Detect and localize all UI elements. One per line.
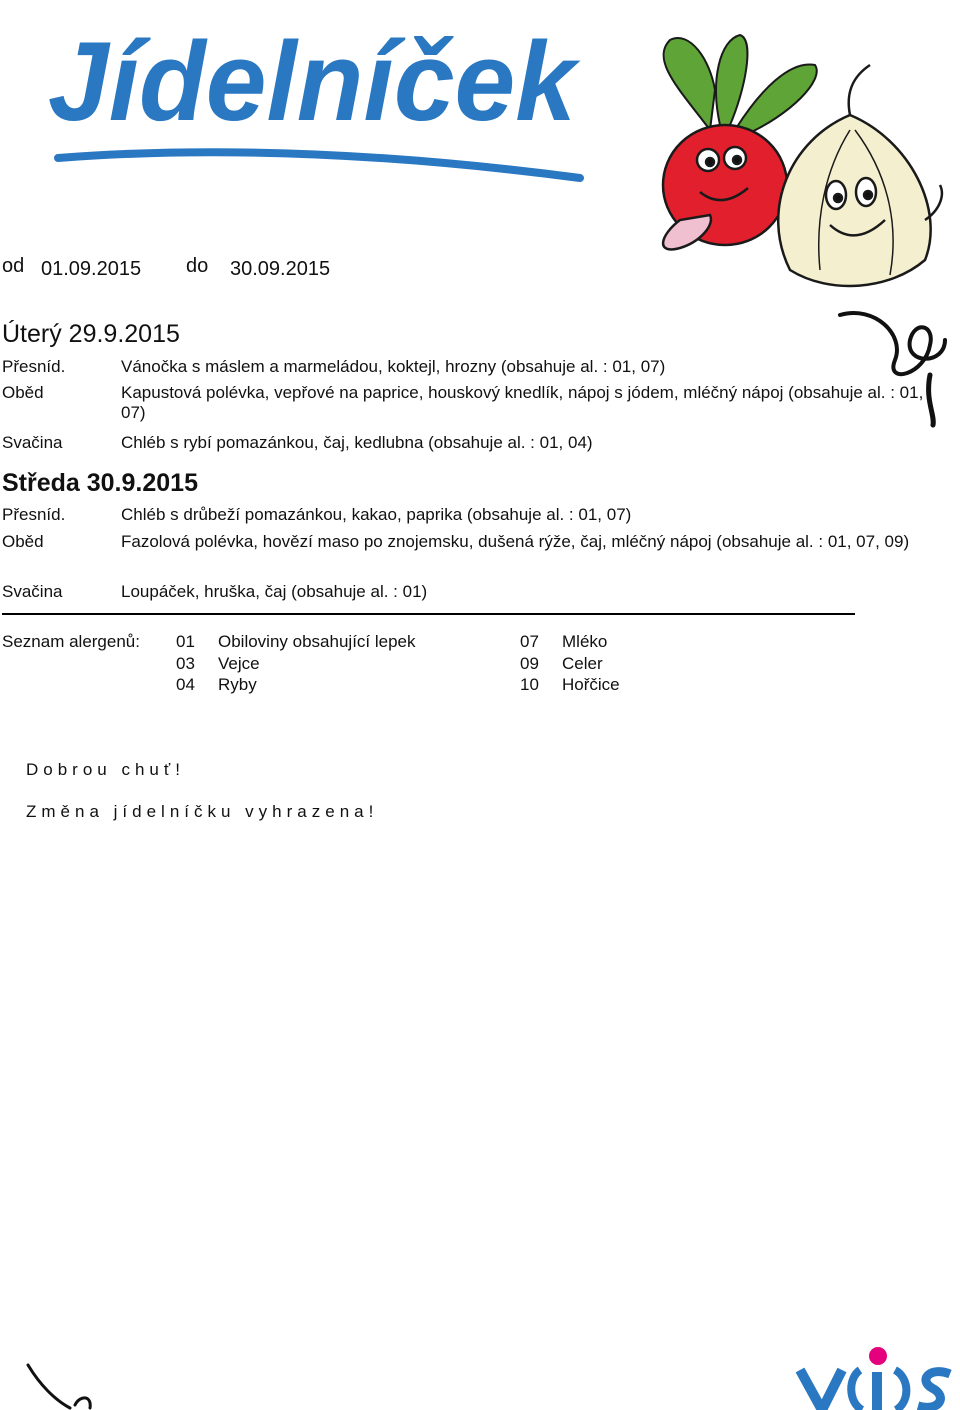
meal-text: Loupáček, hruška, čaj (obsahuje al. : 01) [121, 582, 428, 601]
meal-text: Fazolová polévka, hovězí maso po znojemsku, dušená rýže, čaj, mléčný nápoj (obsahuje al. : 01, 07, 09) [121, 532, 910, 551]
allergen-code: 01 [176, 632, 195, 651]
allergen-name: Obiloviny obsahující lepek [218, 632, 416, 651]
meal-text: Chléb s drůbeží pomazánkou, kakao, paprika (obsahuje al. : 01, 07) [121, 505, 632, 524]
meal-label: Svačina [2, 582, 63, 601]
day-title: Úterý 29.9.2015 [2, 320, 180, 348]
radish [663, 125, 787, 249]
date-range-to-label: do [186, 255, 209, 277]
jidelnicek-logo [40, 0, 600, 190]
allergen-name: Hořčice [562, 675, 620, 694]
enjoy-message: Dobrou chuť! [26, 760, 185, 779]
allergen-name: Vejce [218, 654, 260, 673]
allergen-code: 09 [520, 654, 539, 673]
meal-text: Vánočka s máslem a marmeládou, koktejl, hrozny (obsahuje al. : 01, 07) [121, 357, 666, 376]
allergen-code: 10 [520, 675, 539, 694]
radish-garlic-illustration [640, 20, 960, 300]
date-range-to: 30.09.2015 [230, 258, 331, 280]
allergen-name: Ryby [218, 675, 257, 694]
meal-label: Svačina [2, 433, 63, 452]
garlic [778, 65, 942, 286]
meal-label: Přesníd. [2, 357, 66, 376]
meal-label: Oběd [2, 383, 44, 402]
meal-text: Chléb s rybí pomazánkou, čaj, kedlubna (obsahuje al. : 01, 04) [121, 433, 593, 452]
decorative-stroke [20, 1360, 110, 1410]
radish-leaves [664, 35, 817, 135]
divider [2, 613, 855, 615]
allergen-code: 03 [176, 654, 195, 673]
day-title: Středa 30.9.2015 [2, 469, 198, 497]
date-range-from-label: od [2, 255, 25, 277]
logo-title: Jídelníček [48, 19, 581, 144]
allergen-list-label: Seznam alergenů: [2, 632, 140, 651]
allergen-code: 07 [520, 632, 539, 651]
allergen-name: Mléko [562, 632, 608, 651]
vis-logo [790, 1340, 960, 1410]
logo-swoosh [58, 152, 580, 178]
meal-label: Přesníd. [2, 505, 66, 524]
meal-text: Kapustová polévka, vepřové na paprice, houskový knedlík, nápoj s jódem, mléčný nápoj (obsahuje al. : 01, 07) [121, 383, 924, 422]
date-range-from: 01.09.2015 [41, 258, 142, 280]
change-disclaimer: Změna jídelníčku vyhrazena! [26, 802, 379, 821]
allergen-code: 04 [176, 675, 195, 694]
allergen-name: Celer [562, 654, 603, 673]
meal-label: Oběd [2, 532, 44, 551]
